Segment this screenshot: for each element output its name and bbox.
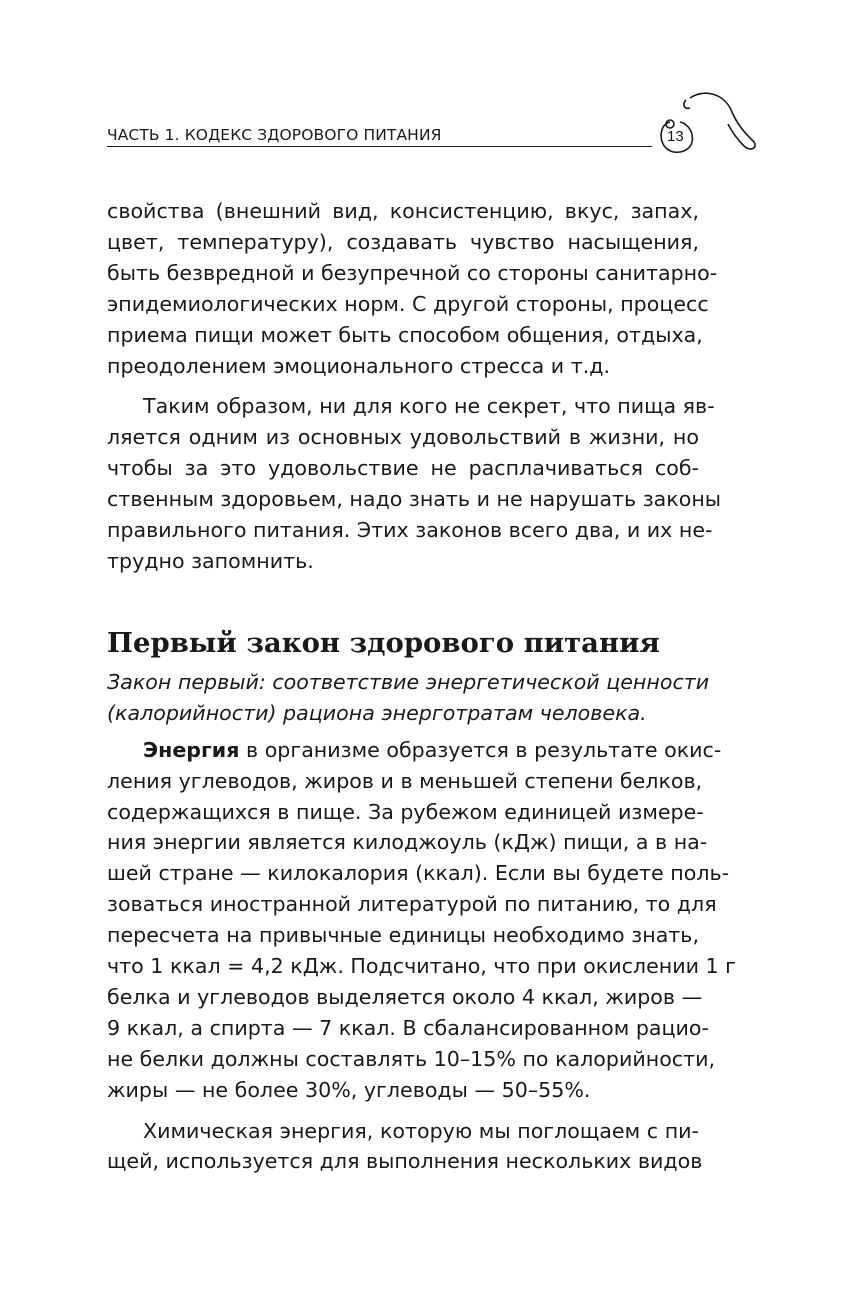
- text-line: цвет, температуру), создавать чувство насыщения,: [107, 229, 699, 254]
- text-line: эпидемиологических норм. С другой стороны, процесс: [107, 291, 709, 316]
- text-line: 9 ккал, а спирта — 7 ккал. В сбалансированном рацио-: [107, 1015, 709, 1040]
- text-line: белка и углеводов выделяется около 4 ккал, жиров —: [107, 984, 703, 1009]
- text-line: чтобы за это удовольствие не расплачиваться соб-: [107, 456, 699, 481]
- running-header: [107, 122, 652, 148]
- text-line: трудно запомнить.: [107, 548, 314, 573]
- section-heading: Первый закон здорового питания: [107, 626, 660, 659]
- text-line: шей стране — килокалория (ккал). Если вы будете поль-: [107, 861, 730, 886]
- text-line: быть безвредной и безупречной со стороны санитарно-: [107, 260, 718, 285]
- text-line: ния энергии является килоджоуль (кДж) пищи, а в на-: [107, 830, 708, 855]
- bold-term: Энергия: [143, 737, 240, 762]
- law-statement: [107, 667, 710, 729]
- text-line: зоваться иностранной литературой по питанию, то для: [107, 892, 717, 917]
- paragraph-2: [107, 391, 722, 576]
- text-line: пересчета на привычные единицы необходимо знать,: [107, 923, 699, 948]
- text-line: Химическая энергия, которую мы поглощаем с пи-: [143, 1118, 699, 1143]
- text-line: правильного питания. Этих законов всего два, и их не-: [107, 518, 713, 543]
- stethoscope-bell: [666, 120, 674, 128]
- paragraph-3: [107, 735, 737, 1106]
- page-number: 13: [667, 128, 684, 145]
- text-line: Закон первый: соответствие энергетической ценности: [107, 669, 710, 694]
- text-line: щей, используется для выполнения нескольких видов: [107, 1149, 703, 1174]
- text-line: жиры — не более 30%, углеводы — 50–55%.: [107, 1077, 591, 1102]
- text-line: ления углеводов, жиров и в меньшей степени белков,: [107, 768, 703, 793]
- text-line: преодолением эмоционального стресса и т.д.: [107, 353, 611, 378]
- paragraph-1: [107, 196, 718, 381]
- stethoscope-tube: [690, 93, 755, 149]
- text-line: Таким образом, ни для кого не секрет, что пища яв-: [143, 394, 715, 419]
- text-line: ляется одним из основных удовольствий в жизни, но: [107, 425, 699, 450]
- text-line: приема пищи может быть способом общения, отдыха,: [107, 322, 703, 347]
- text-line: содержащихся в пище. За рубежом единицей измере-: [107, 799, 704, 824]
- header-rule: [107, 146, 652, 147]
- page-body: [107, 196, 737, 1177]
- text-line: свойства (внешний вид, консистенцию, вкус, запах,: [107, 199, 699, 223]
- paragraph-4: [107, 1116, 703, 1178]
- text-line: ственным здоровьем, надо знать и не нарушать законы: [107, 487, 722, 512]
- running-head-title: ЧАСТЬ 1. КОДЕКС ЗДОРОВОГО ПИТАНИЯ: [107, 126, 442, 144]
- text-line: что 1 ккал = 4,2 кДж. Подсчитано, что при окислении 1 г: [107, 954, 737, 979]
- text-line: (калорийности) рациона энерготратам человека.: [107, 700, 647, 725]
- stethoscope-earpiece: [684, 100, 690, 108]
- text-line: Энергия в организме образуется в результате окис-: [143, 737, 722, 762]
- text-line: не белки должны составлять 10–15% по калорийности,: [107, 1046, 716, 1071]
- stethoscope-icon: [650, 86, 760, 166]
